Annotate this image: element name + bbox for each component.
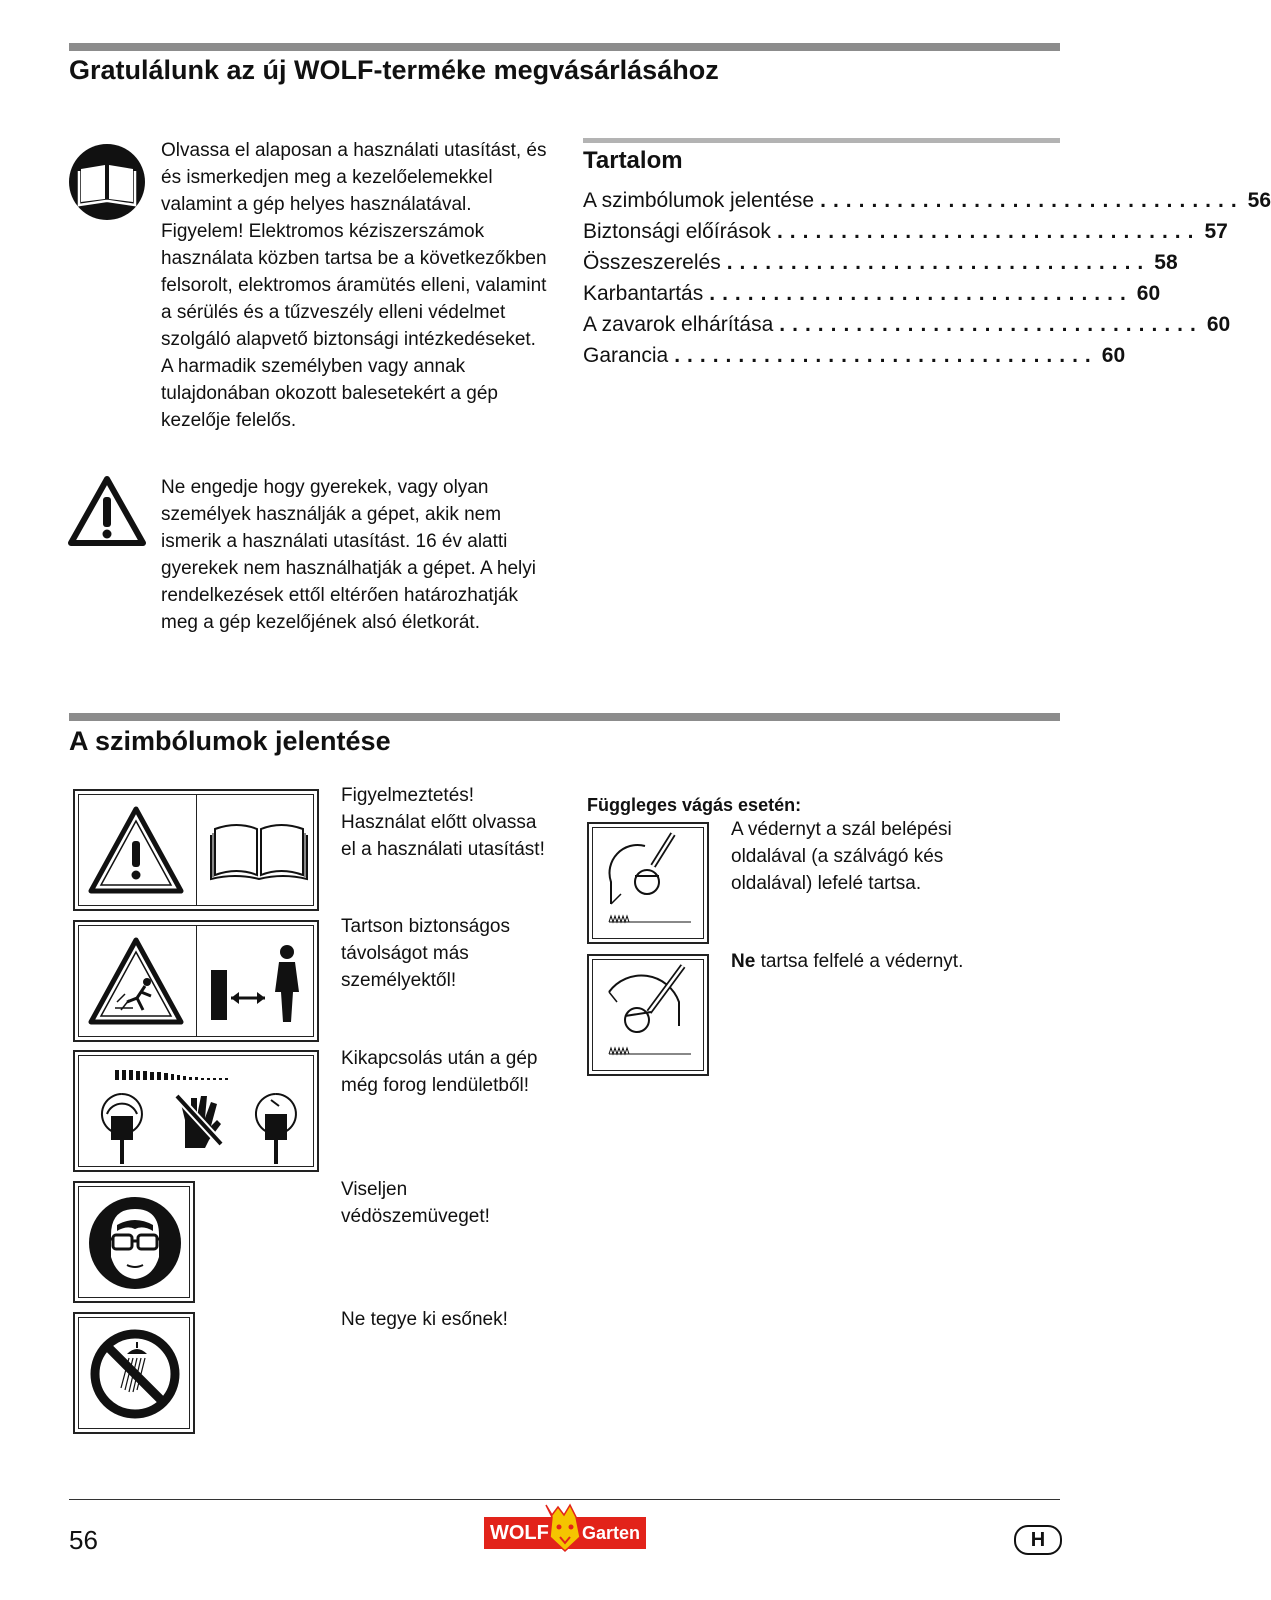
run-on-indicator-icon: [115, 1068, 235, 1082]
logo-garten-text: Garten: [582, 1523, 641, 1543]
vertical-text-2-bold: Ne: [731, 951, 756, 972]
book-icon: [69, 144, 145, 220]
toc-item-page: 60: [1101, 344, 1126, 367]
toc-item[interactable]: [583, 282, 1161, 313]
toc-leader: .................................: [674, 344, 1098, 367]
toc-item-page: 56: [1247, 189, 1271, 212]
vertical-text-2: [731, 948, 1031, 975]
thrown-object-warning-icon: [87, 936, 185, 1026]
toc-leader: .................................: [820, 189, 1244, 212]
symbol-no-rain: [73, 1312, 195, 1434]
symbol-text-rain: Ne tegye ki esőnek!: [341, 1309, 508, 1330]
open-book-icon: [209, 819, 309, 881]
symbol-text-distance: Tartson biztonságos távolságot más személyektől!: [341, 916, 510, 991]
toc-item-label: A szimbólumok jelentése: [583, 189, 815, 212]
spinning-head-icon: [251, 1090, 301, 1168]
symbol-text-warning: Figyelmeztetés! Használat előtt olvassa el a használati utasítást!: [341, 785, 545, 860]
footer-rule: [69, 1499, 1060, 1500]
toc-leader: .................................: [726, 251, 1151, 274]
intro-paragraph-1: Olvassa el alaposan a használati utasítást, és és ismerkedjen meg a kezelőelemekkel valamint a gép helyes használatával. Figyelem! Elektromos kéziszerszámok használata közben tartsa be a következőkben felsorolt, elektromos áramütés elleni, valamint a sérülés és a tűzveszély elleni védelmet szolgáló alapvető biztonsági intézkedéseket. A harmadik személyben vagy annak tulajdonában okozott balesetekért a gép kezelője felelős.: [161, 140, 547, 431]
toc-item-label: Biztonsági előírások: [583, 220, 771, 243]
toc-item[interactable]: [583, 220, 1228, 251]
vertical-text-1: A védernyt a szál belépési oldalával (a szálvágó kés oldalával) lefelé tartsa.: [731, 819, 952, 894]
toc-leader: .................................: [779, 313, 1203, 336]
symbol-warning-read-manual: [73, 789, 319, 911]
symbol-guard-up: [587, 954, 709, 1076]
toc-item[interactable]: [583, 189, 1271, 220]
page-title: Gratulálunk az új WOLF-terméke megvásárlásához: [69, 55, 719, 85]
wolf-garten-logo: [484, 1503, 646, 1553]
vertical-text-2-rest: tartsa felfelé a védernyt.: [755, 951, 964, 972]
vertical-cut-heading: Függleges vágás esetén:: [587, 795, 802, 815]
page-number: 56: [69, 1525, 98, 1555]
distance-person-icon: [207, 940, 309, 1026]
symbol-text-rotating: Kikapcsolás után a gép még forog lendületből!: [341, 1048, 538, 1096]
toc-item[interactable]: [583, 251, 1178, 282]
toc-heading: Tartalom: [583, 147, 683, 174]
warning-triangle-icon: [67, 475, 147, 547]
language-badge: H: [1014, 1525, 1062, 1555]
toc-item-page: 60: [1206, 313, 1231, 336]
guard-up-icon: [595, 962, 701, 1068]
toc-leader: .................................: [709, 282, 1133, 305]
guard-down-icon: [595, 830, 701, 936]
no-hands-icon: [171, 1090, 227, 1150]
intro-paragraph-2: Ne engedje hogy gyerekek, vagy olyan személyek használják a gépet, akik nem ismerik a használati utasítást. 16 év alatti gyerekek nem használhatják a gépet. A helyi rendelkezések ettől eltérően határozhatják meg a gép kezelőjének alsó életkorát.: [161, 477, 536, 633]
toc-item[interactable]: [583, 313, 1231, 344]
toc-item-label: Összeszerelés: [583, 251, 721, 274]
toc-leader: .................................: [776, 220, 1201, 243]
toc-item-label: Karbantartás: [583, 282, 704, 305]
table-of-contents: [583, 189, 1271, 375]
spinning-head-icon: [97, 1090, 147, 1168]
toc-item-label: A zavarok elhárítása: [583, 313, 774, 336]
symbol-keep-distance: [73, 920, 319, 1042]
header-rule: [69, 43, 1060, 51]
toc-item[interactable]: [583, 344, 1126, 375]
symbol-text-goggles: Viseljen védöszemüveget!: [341, 1179, 490, 1227]
safety-goggles-icon: [87, 1195, 183, 1291]
toc-item-page: 57: [1204, 220, 1228, 243]
warning-triangle-icon: [87, 805, 185, 895]
symbol-guard-down: [587, 822, 709, 944]
toc-rule: [583, 138, 1060, 143]
toc-item-page: 60: [1136, 282, 1161, 305]
symbol-goggles: [73, 1181, 195, 1303]
toc-item-label: Garancia: [583, 344, 669, 367]
symbols-heading: A szimbólumok jelentése: [69, 726, 391, 756]
symbols-rule: [69, 713, 1060, 721]
logo-wolf-text: WOLF: [490, 1522, 549, 1544]
toc-item-page: 58: [1154, 251, 1178, 274]
no-rain-icon: [87, 1326, 183, 1422]
symbol-rotating: [73, 1050, 319, 1172]
